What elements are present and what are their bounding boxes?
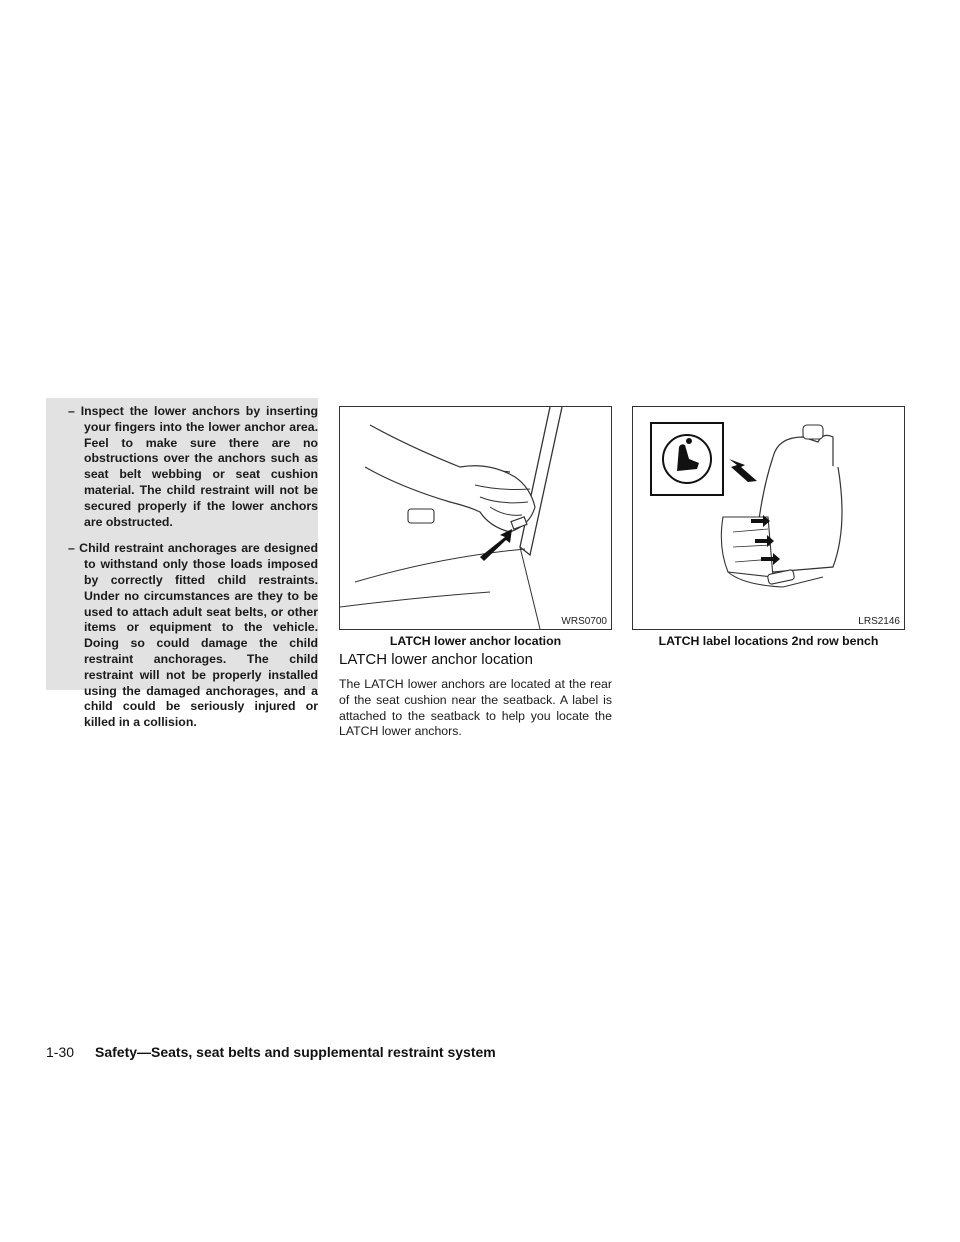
- figure-code: LRS2146: [858, 616, 900, 627]
- figure-code: WRS0700: [561, 616, 607, 627]
- rear-seat-latch-label-illustration-icon: [633, 407, 904, 629]
- page-number: 1-30: [46, 1044, 75, 1060]
- section-heading: LATCH lower anchor location: [339, 651, 533, 668]
- section-body: The LATCH lower anchors are located at the rear of the seat cushion near the seatback. A label is attached to the seatback to help you locate the LATCH lower anchors.: [339, 677, 612, 739]
- warning-item-anchorages: – Child restraint anchorages are designed to withstand only those loads imposed by correctly fitted child restraints. Under no circumstances are they to be used to attach adult seat belts, or other items or equipment to the vehicle. Doing so could damage the child restraint anchorages. The child restraint will not be properly installed using the damaged anchorages, and a child could be seriously injured or killed in a collision.: [68, 541, 318, 730]
- warning-box: [46, 398, 318, 730]
- figure-caption: LATCH label locations 2nd row bench: [658, 634, 879, 648]
- warning-item-anchors: – Inspect the lower anchors by inserting your fingers into the lower anchor area. Feel to make sure there are no obstructions over the anchors such as seat belt webbing or seat cushion material. The child restraint will not be secured properly if the lower anchors are obstructed.: [68, 404, 318, 529]
- figure-label-locations: [632, 406, 905, 630]
- hand-seat-anchor-illustration-icon: [340, 407, 611, 629]
- chapter-title: Safety—Seats, seat belts and supplemental restraint system: [95, 1044, 496, 1060]
- figure-caption: LATCH lower anchor location: [389, 634, 562, 648]
- figure-lower-anchor: [339, 406, 612, 630]
